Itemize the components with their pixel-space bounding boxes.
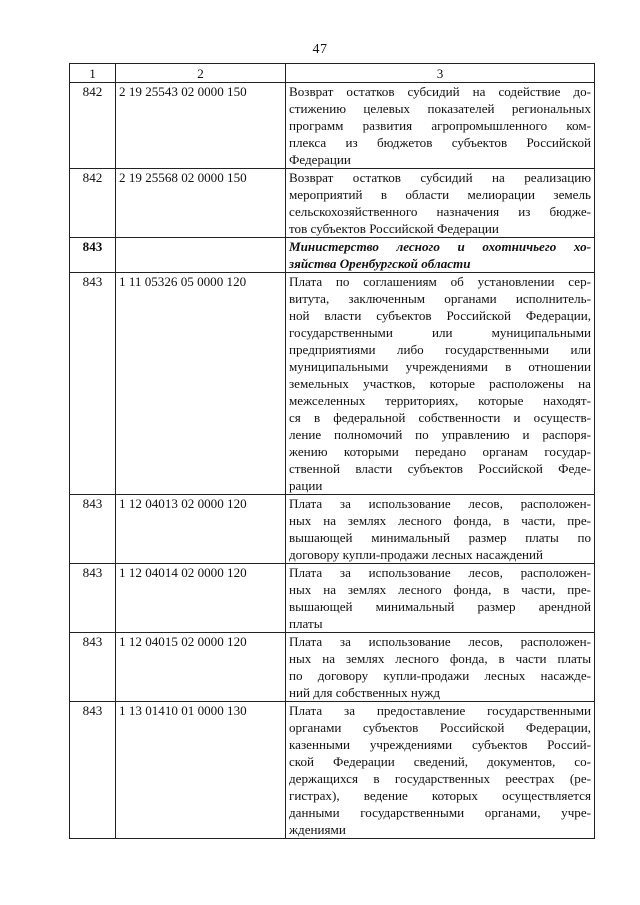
description-line: ской Федерации сведений, документов, со- (289, 754, 591, 769)
description-line: сельскохозяйственного назначения из бюдже- (289, 204, 591, 219)
description-line: данными государственными органами, учре- (289, 805, 591, 820)
column-header-3: 3 (286, 64, 595, 83)
description-line: ных на землях лесного фонда, в части, пре- (289, 513, 591, 528)
description-line: вышающей минимальный размер арендной (289, 599, 591, 614)
budget-code-cell: 2 19 25543 02 0000 150 (116, 83, 286, 169)
description-line: ждениями (289, 822, 346, 837)
description-line: Федерации (289, 152, 351, 167)
table-body (70, 83, 595, 839)
description-line: тов субъектов Российской Федерации (289, 221, 499, 236)
description-line: плекса из бюджетов субъектов Российской (289, 135, 591, 150)
description-line: Плата за использование лесов, расположен- (289, 496, 591, 511)
admin-code-cell: 842 (70, 169, 116, 238)
description-line: платы (289, 616, 323, 631)
table-row (70, 169, 595, 238)
description-cell (286, 169, 595, 238)
table-row (70, 564, 595, 633)
table-row (70, 83, 595, 169)
description-cell (286, 633, 595, 702)
table-header (70, 64, 595, 83)
description-line: мероприятий в области мелиорации земель (289, 187, 591, 202)
admin-code-cell: 843 (70, 633, 116, 702)
description-line: государственными или муниципальными (289, 325, 591, 340)
description-line: земельных участков, которые расположены на (289, 376, 591, 391)
description-line: стижению целевых показателей региональных (289, 101, 591, 116)
page-number: 47 (312, 42, 328, 57)
description-line: по договору купли-продажи лесных насажде- (289, 668, 591, 683)
description-line: межселенных территориях, которые находят- (289, 393, 591, 408)
column-header-1: 1 (70, 64, 116, 83)
description-line: ление полномочий по управлению и распоря- (289, 427, 591, 442)
description-line: программ развития агропромышленного ком- (289, 118, 591, 133)
admin-code-cell: 842 (70, 83, 116, 169)
description-line: ся в федеральной собственности и осуществ- (289, 410, 591, 425)
budget-code-cell (116, 238, 286, 273)
description-line: Министерство лесного и охотничьего хо- (289, 239, 591, 254)
description-line: ных на землях лесного фонда, в части платы (289, 651, 591, 666)
description-cell (286, 564, 595, 633)
description-line: органами субъектов Российской Федерации, (289, 720, 591, 735)
description-line: Возврат остатков субсидий на реализацию (289, 170, 591, 185)
description-line: ной власти субъектов Российской Федерации, (289, 308, 591, 323)
budget-code-cell: 1 12 04013 02 0000 120 (116, 495, 286, 564)
budget-code-cell: 1 12 04015 02 0000 120 (116, 633, 286, 702)
table-row (70, 238, 595, 273)
description-line: рации (289, 478, 323, 493)
description-line: казенными учреждениями субъектов Россий- (289, 737, 591, 752)
description-cell (286, 83, 595, 169)
description-line: Плата за использование лесов, расположен- (289, 565, 591, 580)
description-cell (286, 273, 595, 495)
budget-code-cell: 2 19 25568 02 0000 150 (116, 169, 286, 238)
income-codes-table (69, 63, 595, 839)
admin-code-cell: 843 (70, 564, 116, 633)
column-header-2: 2 (116, 64, 286, 83)
description-line: ственной власти субъектов Российской Феде- (289, 461, 591, 476)
description-line: договору купли-продажи лесных насаждений (289, 547, 544, 562)
description-line: держащихся в государственных реестрах (ре- (289, 771, 591, 786)
description-line: ний для собственных нужд (289, 685, 440, 700)
description-line: предприятиями либо государственными или (289, 342, 591, 357)
description-line: муниципальными учреждениями в отношении (289, 359, 591, 374)
header-row (70, 64, 595, 83)
budget-code-cell: 1 13 01410 01 0000 130 (116, 702, 286, 839)
description-line: Плата за использование лесов, расположен- (289, 634, 591, 649)
table-row (70, 273, 595, 495)
budget-code-cell: 1 11 05326 05 0000 120 (116, 273, 286, 495)
description-line: ных на землях лесного фонда, в части, пре- (289, 582, 591, 597)
description-line: витута, заключенным органами исполнитель- (289, 291, 591, 306)
table-row (70, 633, 595, 702)
description-cell (286, 702, 595, 839)
description-line: Плата за предоставление государственными (289, 703, 591, 718)
admin-code-cell: 843 (70, 702, 116, 839)
description-line: жению которыми передано органам государ- (289, 444, 591, 459)
table-row (70, 495, 595, 564)
description-cell (286, 495, 595, 564)
admin-code-cell: 843 (70, 238, 116, 273)
admin-code-cell: 843 (70, 495, 116, 564)
description-cell (286, 238, 595, 273)
table-row (70, 702, 595, 839)
description-line: Плата по соглашениям об установлении сер- (289, 274, 591, 289)
description-line: вышающей минимальный размер платы по (289, 530, 591, 545)
budget-code-cell: 1 12 04014 02 0000 120 (116, 564, 286, 633)
description-line: зяйства Оренбургской области (289, 256, 471, 271)
description-line: Возврат остатков субсидий на содействие до- (289, 84, 591, 99)
admin-code-cell: 843 (70, 273, 116, 495)
description-line: гистрах), ведение которых осуществляется (289, 788, 591, 803)
